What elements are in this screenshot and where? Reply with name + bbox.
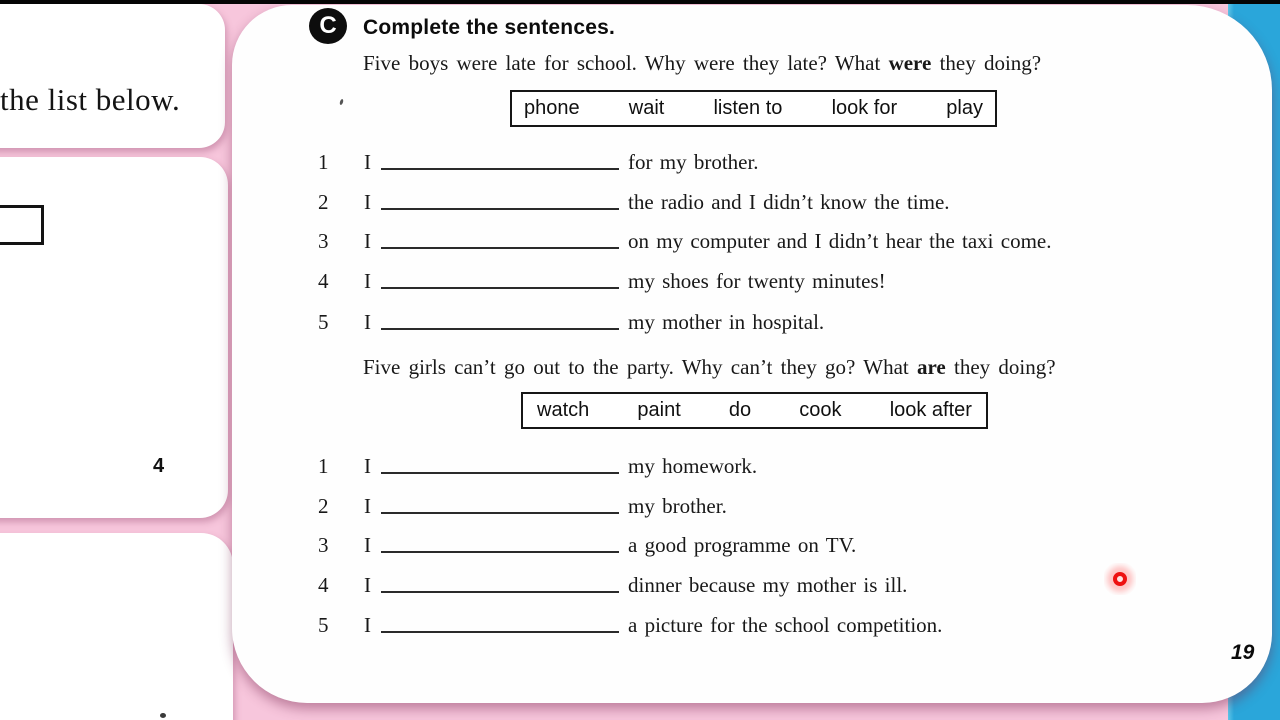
page-number: 19 xyxy=(1231,641,1255,664)
item-number: 2 xyxy=(318,190,329,214)
exercise1-item-1: 1 I for my brother. xyxy=(318,150,759,174)
item-number: 1 xyxy=(318,150,329,174)
answer-blank[interactable] xyxy=(381,203,619,210)
answer-blank[interactable] xyxy=(381,282,619,289)
left-page-card-middle xyxy=(0,157,228,518)
item-number: 5 xyxy=(318,310,329,334)
answer-blank[interactable] xyxy=(381,507,619,514)
exercise2-item-4: 4 I dinner because my mother is ill. xyxy=(318,573,908,597)
item-number: 1 xyxy=(318,454,329,478)
exercise1-item-3: 3 I on my computer and I didn’t hear the taxi come. xyxy=(318,229,1052,253)
item-number: 4 xyxy=(318,269,329,293)
print-speck xyxy=(160,713,166,718)
word-bank-word: listen to xyxy=(713,97,783,119)
left-page-snippet: the list below. xyxy=(0,82,181,117)
laser-pointer-dot xyxy=(1104,563,1136,595)
exercise2-item-2: 2 I my brother. xyxy=(318,494,727,518)
word-bank-word: phone xyxy=(524,97,580,119)
word-bank-word: do xyxy=(728,399,752,421)
word-bank-word: look for xyxy=(831,97,898,119)
left-page-card-top xyxy=(0,4,225,148)
exercise-badge: C xyxy=(309,8,347,44)
exercise2-word-bank xyxy=(521,392,988,429)
exercise2-item-5: 5 I a picture for the school competition. xyxy=(318,613,943,637)
answer-blank[interactable] xyxy=(381,546,619,553)
word-bank-word: watch xyxy=(537,399,590,421)
answer-blank[interactable] xyxy=(381,163,619,170)
exercise1-item-5: 5 I my mother in hospital. xyxy=(318,310,825,334)
item-number: 5 xyxy=(318,613,329,637)
item-number: 4 xyxy=(318,573,329,597)
exercise1-intro: Five boys were late for school. Why were they late? What were they doing? xyxy=(363,51,1042,75)
word-bank-word: play xyxy=(946,97,983,119)
exercise1-item-2: 2 I the radio and I didn’t know the time. xyxy=(318,190,950,214)
word-bank-word: wait xyxy=(628,97,665,119)
print-speck xyxy=(339,99,344,106)
item-number: 2 xyxy=(318,494,329,518)
top-letterbox-bar xyxy=(0,0,1280,4)
item-number: 3 xyxy=(318,229,329,253)
word-bank-word: cook xyxy=(799,399,842,421)
left-page-number: 4 xyxy=(153,455,165,477)
exercise1-word-bank xyxy=(510,90,997,127)
exercise-heading: Complete the sentences. xyxy=(363,16,616,39)
left-page-card-bottom xyxy=(0,533,233,720)
workbook-page xyxy=(232,5,1272,703)
answer-box-outline xyxy=(0,205,44,245)
exercise2-item-3: 3 I a good programme on TV. xyxy=(318,533,857,557)
answer-blank[interactable] xyxy=(381,242,619,249)
word-bank-word: paint xyxy=(637,399,681,421)
exercise1-item-4: 4 I my shoes for twenty minutes! xyxy=(318,269,886,293)
exercise2-intro: Five girls can’t go out to the party. Why can’t they go? What are they doing? xyxy=(363,355,1056,379)
answer-blank[interactable] xyxy=(381,467,619,474)
answer-blank[interactable] xyxy=(381,586,619,593)
word-bank-word: look after xyxy=(889,399,972,421)
answer-blank[interactable] xyxy=(381,323,619,330)
answer-blank[interactable] xyxy=(381,626,619,633)
item-number: 3 xyxy=(318,533,329,557)
exercise2-item-1: 1 I my homework. xyxy=(318,454,758,478)
